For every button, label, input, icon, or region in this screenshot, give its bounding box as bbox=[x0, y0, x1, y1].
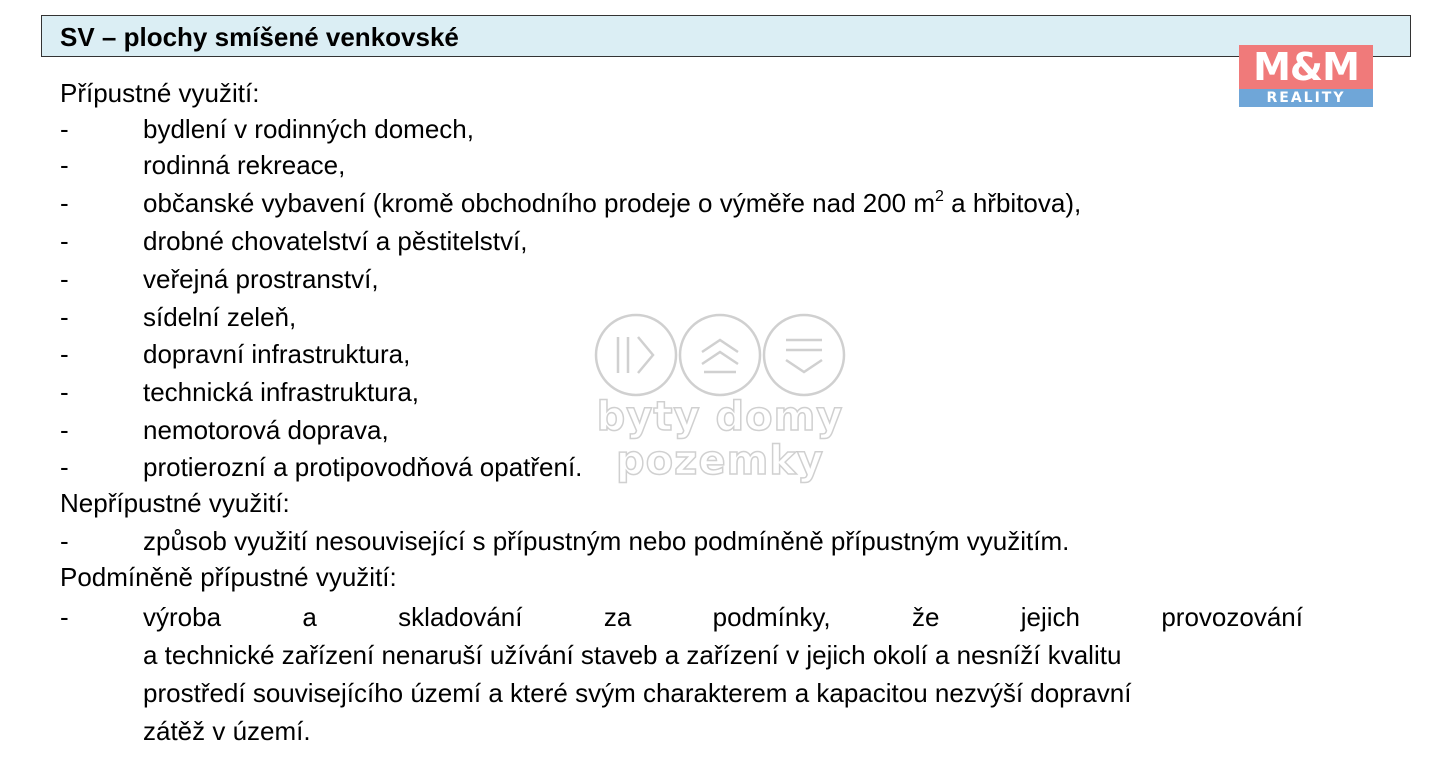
word: že bbox=[911, 602, 940, 632]
permitted-item: veřejná prostranství, bbox=[143, 264, 379, 294]
permitted-item: drobné chovatelství a pěstitelství, bbox=[143, 226, 528, 256]
word: podmínky, bbox=[712, 602, 831, 632]
not-permitted-item: způsob využití nesouvisející s přípustným nebo podmíněně přípustným využitím. bbox=[143, 526, 1070, 556]
bullet-dash: - bbox=[60, 415, 69, 445]
conditional-item-line: zátěž v území. bbox=[143, 716, 311, 746]
bullet-dash: - bbox=[60, 452, 69, 482]
permitted-item: technická infrastruktura, bbox=[143, 377, 420, 407]
logo-mm-text: M&M bbox=[1239, 45, 1373, 89]
word: jejich bbox=[1020, 602, 1080, 632]
word: výroba bbox=[143, 602, 222, 632]
permitted-item-text: občanské vybavení (kromě obchodního prodeje o výměře nad 200 m bbox=[143, 188, 936, 218]
conditional-item-first-line bbox=[143, 602, 1303, 632]
bullet-dash: - bbox=[60, 339, 69, 369]
permitted-item: sídelní zeleň, bbox=[143, 302, 297, 332]
bullet-dash: - bbox=[60, 302, 69, 332]
word: provozování bbox=[1161, 602, 1303, 632]
bullet-dash: - bbox=[60, 526, 69, 556]
conditional-item-line: prostředí souvisejícího území a které svým charakterem a kapacitou nezvýší dopravní bbox=[143, 678, 1132, 708]
permitted-item: bydlení v rodinných domech, bbox=[143, 114, 474, 144]
mm-reality-logo bbox=[1239, 45, 1373, 107]
logo-reality-text: REALITY bbox=[1239, 89, 1373, 107]
permitted-item: protierozní a protipovodňová opatření. bbox=[143, 452, 583, 482]
permitted-item: rodinná rekreace, bbox=[143, 150, 346, 180]
not-permitted-heading: Nepřípustné využití: bbox=[60, 488, 290, 518]
conditional-heading: Podmíněně přípustné využití: bbox=[60, 562, 397, 592]
superscript: 2 bbox=[935, 188, 944, 205]
bullet-dash: - bbox=[60, 114, 69, 144]
watermark bbox=[505, 310, 935, 484]
permitted-item: nemotorová doprava, bbox=[143, 415, 389, 445]
bullet-dash: - bbox=[60, 188, 69, 218]
bullet-dash: - bbox=[60, 226, 69, 256]
word: skladování bbox=[398, 602, 523, 632]
section-title: SV – plochy smíšené venkovské bbox=[60, 22, 459, 52]
watermark-circle-2 bbox=[680, 315, 760, 395]
bullet-dash: - bbox=[60, 377, 69, 407]
section-header bbox=[41, 15, 1411, 57]
watermark-circle-1 bbox=[596, 315, 676, 395]
conditional-item-line: a technické zařízení nenaruší užívání staveb a zařízení v jejich okolí a nesníží kvalitu bbox=[143, 640, 1122, 670]
permitted-heading: Přípustné využití: bbox=[60, 78, 260, 108]
watermark-circle-3 bbox=[764, 315, 844, 395]
bullet-dash: - bbox=[60, 150, 69, 180]
word: za bbox=[603, 602, 632, 632]
watermark-text: byty domy pozemky bbox=[596, 394, 844, 484]
bullet-dash: - bbox=[60, 602, 69, 632]
bullet-dash: - bbox=[60, 264, 69, 294]
permitted-item bbox=[143, 188, 1081, 218]
permitted-item: dopravní infrastruktura, bbox=[143, 339, 411, 369]
watermark-icons bbox=[505, 310, 935, 400]
permitted-item-suffix: a hřbitova), bbox=[943, 188, 1082, 218]
word: a bbox=[302, 602, 317, 632]
